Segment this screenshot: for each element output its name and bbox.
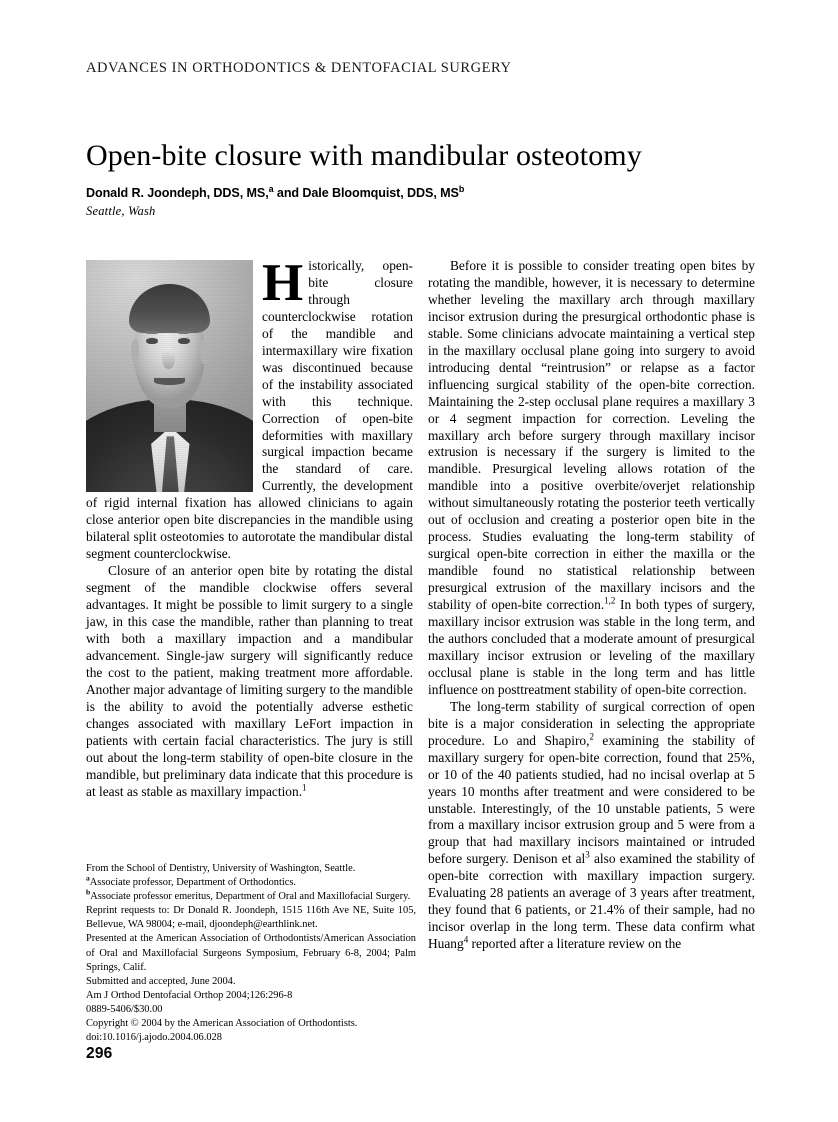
citation-ref: 4: [463, 934, 469, 945]
author-affiliation: Seattle, Wash: [86, 204, 156, 218]
paragraph-left-1-text: istorically, open-bite closure through counterclockwise rotation of the mandible and intermaxillary wire fixation was discontinued because of the instability associated with this technique. Correction of open-bite deformities with maxillary surgical impaction became the standard of care. Currently, the development of rigid internal fixation has allowed clinicians to again close anterior open bite discrepancies in the mandible using bilateral split osteotomies to autorotate the mandibular distal segment counterclockwise.: [86, 258, 413, 562]
author-portrait: [86, 260, 253, 492]
citation-ref: 1: [302, 782, 307, 793]
citation-ref: 3: [585, 849, 590, 860]
author-one: Donald R. Joondeph, DDS, MS,: [86, 186, 269, 200]
paragraph-right-2: [428, 699, 755, 953]
footnote-a: [86, 873, 416, 890]
paragraph-right-2-a: The long-term stability of surgical correction of open bite is a major consideration in selecting the appropriate procedure. Lo and Shapiro,: [428, 698, 755, 748]
paragraph-right-1-tail: In both types of surgery, maxillary incisor extrusion was stable in the long term, and the authors concluded that a moderate amount of presurgical maxillary incisor extrusion or leveling of the maxillary occlusal plane is stable in the long term and has little influence on posttreatment stability of open-bite correction.: [428, 597, 755, 697]
footnote-marker-b: b: [86, 887, 91, 897]
footnote-b-text: Associate professor emeritus, Department of Oral and Maxillofacial Surgery.: [90, 891, 411, 903]
page-number: 296: [86, 1045, 113, 1062]
footnote-doi: doi:10.1016/j.ajodo.2004.06.028: [86, 1032, 222, 1044]
footnote-presented-at: Presented at the American Association of Orthodontists/American Association of Oral and Maxillofacial Surgeons Symposium, February 6-8, 2004; Palm Springs, Calif.: [86, 933, 416, 973]
citation-ref: 2: [589, 731, 594, 742]
footnote-b: [86, 887, 416, 904]
footnote-journal-citation: Am J Orthod Dentofacial Orthop 2004;126:296-8: [86, 989, 293, 1001]
footnote-reprint-requests: Reprint requests to: Dr Donald R. Joondeph, 1515 116th Ave NE, Suite 105, Bellevue, WA 98004; e-mail, djoondeph@earthlink.net.: [86, 905, 416, 931]
footnote-source: From the School of Dentistry, University of Washington, Seattle.: [86, 863, 356, 874]
body-column-left: [86, 254, 413, 801]
footnote-marker-a: a: [86, 873, 90, 883]
footnote-block: [86, 862, 416, 1045]
portrait-grain-overlay: [86, 260, 253, 492]
footnote-a-text: Associate professor, Department of Orthodontics.: [89, 877, 296, 889]
paragraph-right-1: [428, 258, 755, 699]
paragraph-left-2-text: Closure of an anterior open bite by rotating the distal segment of the mandible clockwise offers several advantages. It might be possible to limit surgery to a single jaw, in this case the mandible, rather than planning to treat with both a maxillary impaction and a mandibular advancement. Single-jaw surgery will significantly reduce the cost to the patient, making treatment more affordable. Another major advantage of limiting surgery to the mandible is the ability to avoid the potentially adverse esthetic changes associated with maxillary LeFort impaction in patients with certain facial characteristics. The jury is still out about the long-term stability of open-bite closure in the mandible, but preliminary data indicate that this procedure is at least as stable as maxillary impaction.: [86, 563, 413, 799]
footnote-submitted: Submitted and accepted, June 2004.: [86, 975, 236, 987]
author-one-footnote-marker: a: [268, 183, 274, 194]
paragraph-right-1-text: Before it is possible to consider treating open bites by rotating the mandible, however, it is necessary to determine whether leveling the maxillary arch through maxillary incisor extrusion during the presurgical orthodontic phase is stable. Some clinicians advocate maintaining a vertical step in the maxillary occlusal plane going into surgery to avoid introducing dental “reintrusion” or relapse as a factor influencing surgical stability of the open-bite correction. Maintaining the 2-step occlusal plane requires a maxillary 3 or 4 segment impaction for correction. Leveling the maxillary arch before surgery through maxillary incisor extrusion is necessary if the surgery is limited to the mandible. Presurgical leveling allows rotation of the mandible into a positive overbite/overjet relationship without simultaneously rotating the posterior teeth vertically out of occlusion and creating a posterior open bite in the process. Studies evaluating the long-term stability of surgical open-bite correction in either the maxilla or the mandible found no statistical relationship between presurgical extrusion of the maxillary incisors and the stability of open-bite correction.: [428, 258, 755, 613]
paragraph-right-2-b: examining the stability of maxillary surgery for open-bite correction, found that 25%, or 10 of the 40 patients studied, had no incisal overlap at 5 years 10 months after treatment and were considered to be unstable. Interestingly, of the 10 unstable patients, 5 were from a maxillary incisor extrusion group and 5 were from a group that had maxillary incisors maintained or intruded before surgery. Denison et al: [428, 732, 755, 867]
citation-ref: 1,2: [604, 595, 616, 606]
paragraph-left-2: [86, 563, 413, 800]
paragraph-right-2-c: also examined the stability of open-bite correction with maxillary impaction surgery. Evaluating 28 patients an average of 3 years after treatment, they found that 6 patients, or 21.4% of their sample, had no incisor overlap in the long term. These data confirm what Huang: [428, 851, 755, 952]
footnote-issn: 0889-5406/$30.00: [86, 1003, 163, 1015]
paragraph-right-2-d: reported after a literature review on the: [468, 936, 682, 952]
body-column-right: [428, 258, 755, 953]
running-head: ADVANCES IN ORTHODONTICS & DENTOFACIAL SURGERY: [86, 60, 512, 76]
page-title: Open-bite closure with mandibular osteotomy: [86, 139, 642, 173]
author-two-footnote-marker: b: [458, 183, 465, 194]
drop-cap-letter: H: [262, 254, 304, 312]
author-two: and Dale Bloomquist, DDS, MS: [273, 186, 459, 200]
author-byline: [86, 183, 776, 200]
footnote-copyright: Copyright © 2004 by the American Association of Orthodontists.: [86, 1018, 358, 1030]
